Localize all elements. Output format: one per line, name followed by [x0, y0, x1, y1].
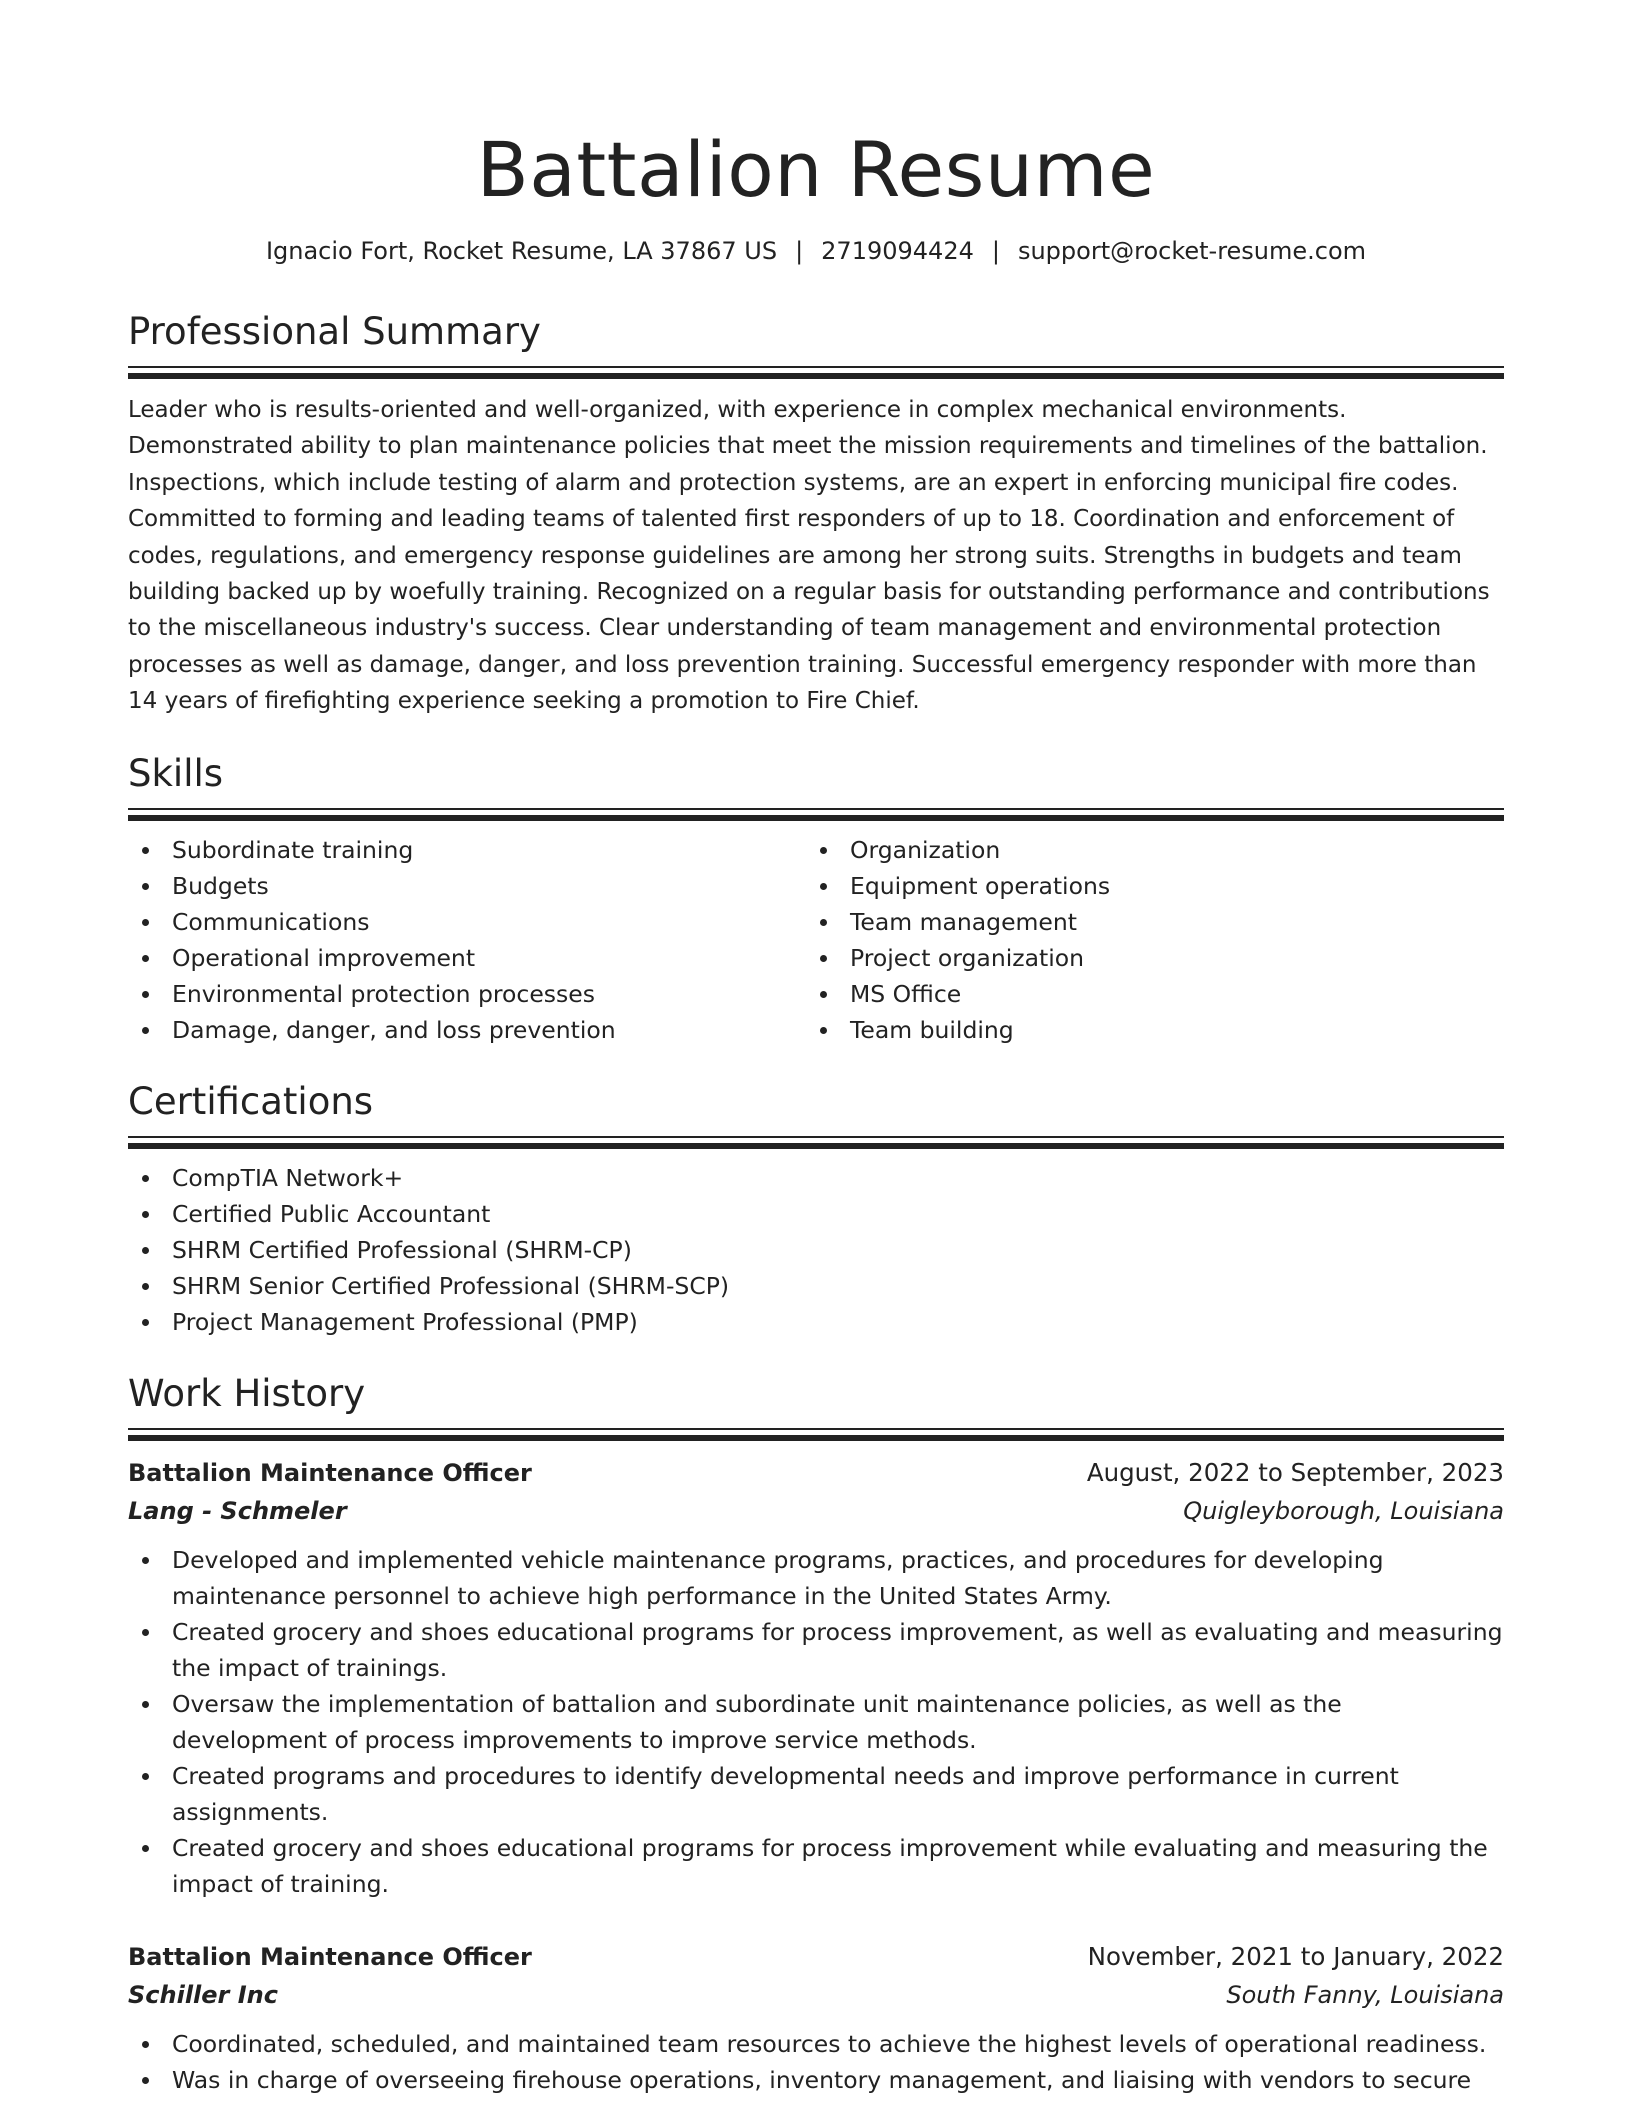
- job-header-row: [128, 1938, 1504, 1976]
- skill-item: Team building: [806, 1012, 1484, 1048]
- job-entry: [128, 1454, 1504, 1902]
- job-duty-item: Developed and implemented vehicle maintenance programs, practices, and procedures for developing maintenance personnel to achieve high performance in the United States Army.: [128, 1542, 1504, 1614]
- skill-item: Subordinate training: [128, 832, 806, 868]
- section-divider: [128, 808, 1504, 818]
- skills-heading: Skills: [128, 751, 224, 795]
- job-header-row: [128, 1454, 1504, 1492]
- job-company-row: [128, 1976, 1504, 2014]
- skill-item: Environmental protection processes: [128, 976, 806, 1012]
- skill-item: Damage, danger, and loss prevention: [128, 1012, 806, 1048]
- job-location: South Fanny, Louisiana: [1226, 1980, 1504, 2009]
- job-duty-item: Was in charge of overseeing firehouse operations, inventory management, and liaising with vendors to secure: [128, 2062, 1504, 2098]
- resume-title: Battalion Resume: [476, 125, 1156, 214]
- contact-separator: |: [795, 237, 804, 265]
- certification-item: Project Management Professional (PMP): [128, 1304, 1504, 1340]
- certification-item: SHRM Senior Certified Professional (SHRM-SCP): [128, 1268, 1504, 1304]
- skill-item: Organization: [806, 832, 1484, 868]
- job-company: Lang - Schmeler: [128, 1496, 347, 1525]
- job-duty-item: Oversaw the implementation of battalion and subordinate unit maintenance policies, as well as the development of process improvements to improve service methods.: [128, 1686, 1504, 1758]
- certification-item: Certified Public Accountant: [128, 1196, 1504, 1232]
- skill-item: Budgets: [128, 868, 806, 904]
- job-company: Schiller Inc: [128, 1980, 278, 2009]
- skills-list-right: [806, 832, 1484, 1048]
- skills-grid: [128, 832, 1504, 1048]
- job-entry: [128, 1938, 1504, 2098]
- certification-item: CompTIA Network+: [128, 1160, 1504, 1196]
- resume-page: [128, 120, 1504, 2098]
- summary-section: [128, 308, 1504, 720]
- summary-heading: Professional Summary: [128, 310, 541, 353]
- contact-address: Ignacio Fort, Rocket Resume, LA 37867 US: [265, 237, 778, 265]
- skills-section: [128, 750, 1504, 1048]
- certifications-heading: Certifications: [128, 1079, 374, 1123]
- contact-line: [128, 234, 1504, 268]
- skill-item: Team management: [806, 904, 1484, 940]
- job-duty-item: Created grocery and shoes educational programs for process improvement, as well as evaluating and measuring the impact of trainings.: [128, 1614, 1504, 1686]
- job-duty-item: Created grocery and shoes educational programs for process improvement while evaluating and measuring the impact of training.: [128, 1830, 1504, 1902]
- section-divider: [128, 366, 1504, 376]
- skill-item: MS Office: [806, 976, 1484, 1012]
- certifications-section: [128, 1078, 1504, 1340]
- job-duty-item: Created programs and procedures to identify developmental needs and improve performance in current assignments.: [128, 1758, 1504, 1830]
- skill-item: Project organization: [806, 940, 1484, 976]
- contact-phone: 2719094424: [821, 237, 974, 265]
- certifications-list: [128, 1160, 1504, 1340]
- job-dates: August, 2022 to September, 2023: [1086, 1457, 1504, 1487]
- job-title: Battalion Maintenance Officer: [128, 1458, 532, 1487]
- job-company-row: [128, 1492, 1504, 1530]
- skill-item: Operational improvement: [128, 940, 806, 976]
- contact-separator: |: [991, 237, 1000, 265]
- job-duties-list: [128, 1542, 1504, 1902]
- certification-item: SHRM Certified Professional (SHRM-CP): [128, 1232, 1504, 1268]
- skills-list-left: [128, 832, 806, 1048]
- job-location: Quigleyborough, Louisiana: [1183, 1496, 1504, 1525]
- skill-item: Communications: [128, 904, 806, 940]
- work-history-heading: Work History: [128, 1371, 366, 1415]
- section-divider: [128, 1136, 1504, 1146]
- skill-item: Equipment operations: [806, 868, 1484, 904]
- job-duty-item: Coordinated, scheduled, and maintained team resources to achieve the highest levels of operational readiness.: [128, 2026, 1504, 2062]
- job-dates: November, 2021 to January, 2022: [1087, 1941, 1504, 1971]
- job-title: Battalion Maintenance Officer: [128, 1942, 532, 1971]
- contact-email: support@rocket-resume.com: [1017, 237, 1367, 265]
- work-history-section: [128, 1370, 1504, 2098]
- summary-text: Leader who is results-oriented and well-organized, with experience in complex mechanical environments. Demonstrated ability to plan maintenance policies that meet the mission requirements and timelines of the battalion. Inspections, which include testing of alarm and protection systems, are an expert in enforcing municipal fire codes. Committed to forming and leading teams of talented first responders of up to 18. Coordination and enforcement of codes, regulations, and emergency response guidelines are among her strong suits. Strengths in budgets and team building backed up by woefully training. Recognized on a regular basis for outstanding performance and contributions to the miscellaneous industry's success. Clear understanding of team management and environmental protection processes as well as damage, danger, and loss prevention training. Successful emergency responder with more than 14 years of firefighting experience seeking a promotion to Fire Chief.: [128, 397, 1490, 715]
- job-duties-list: [128, 2026, 1504, 2098]
- section-divider: [128, 1428, 1504, 1438]
